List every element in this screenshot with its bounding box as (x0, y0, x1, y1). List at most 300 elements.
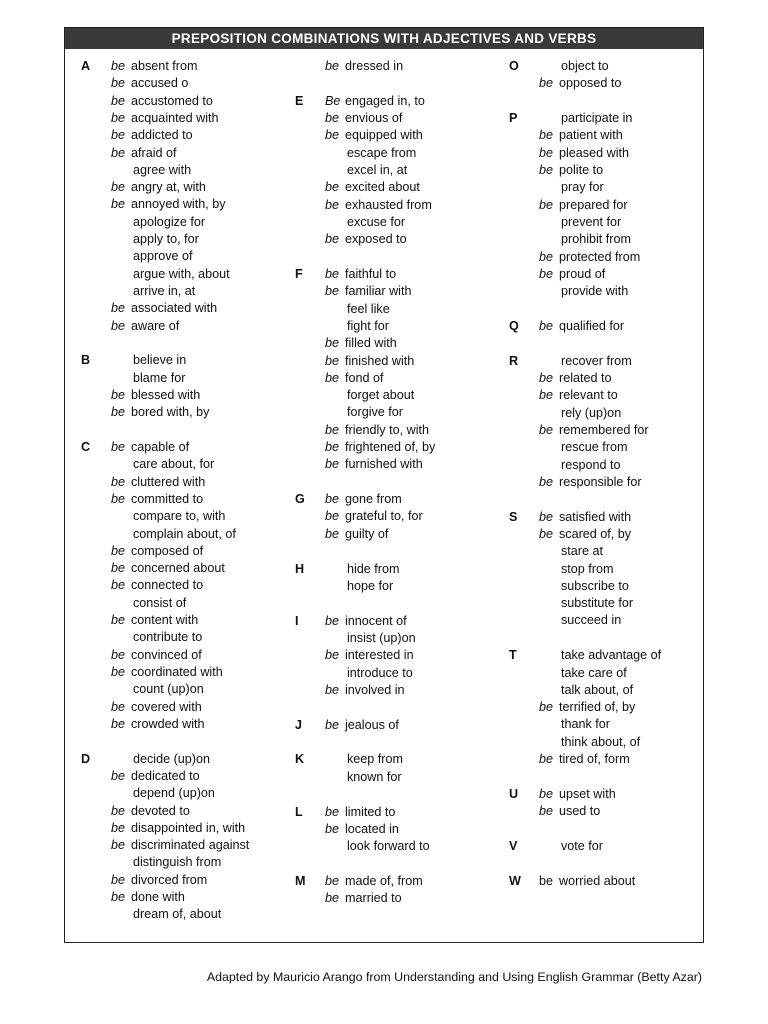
entry-row (509, 803, 709, 820)
be-marker: be (111, 561, 126, 576)
be-marker: be (111, 76, 126, 91)
entry-phrase: think about, of (561, 734, 641, 749)
entry-row (81, 508, 281, 525)
be-marker: be (111, 716, 126, 731)
entry-row (295, 439, 495, 456)
entry-row (295, 318, 495, 335)
entry-row (509, 145, 709, 162)
entry-row (295, 387, 495, 404)
entry-phrase: proud of (559, 266, 606, 281)
be-marker: be (325, 457, 340, 472)
entry-phrase: prevent for (561, 214, 622, 229)
entry-row (509, 786, 709, 803)
be-marker: be (111, 197, 126, 212)
entry-phrase: polite to (559, 163, 604, 177)
entry-phrase: composed of (131, 543, 204, 558)
be-marker: be (325, 232, 340, 247)
entry-row (81, 751, 281, 768)
entry-phrase: cluttered with (131, 474, 206, 489)
entry-phrase: located in (345, 821, 399, 836)
entry-row (295, 751, 495, 768)
entry-phrase: distinguish from (133, 855, 222, 870)
entry-row (295, 93, 495, 110)
entry-phrase: dream of, about (133, 907, 222, 922)
entry-row (295, 404, 495, 421)
entry-row (81, 75, 281, 92)
entry-phrase: exhausted from (345, 197, 432, 212)
entry-phrase: forgive for (347, 405, 403, 420)
entry-phrase: tired of, form (559, 752, 630, 766)
entry-phrase: blessed with (131, 387, 201, 402)
entry-row (295, 301, 495, 318)
entry-row (509, 318, 709, 335)
entry-phrase: committed to (131, 491, 204, 506)
be-marker: be (325, 440, 340, 454)
be-marker: be (539, 371, 554, 385)
entry-row (295, 526, 495, 543)
sheet-title: PREPOSITION COMBINATIONS WITH ADJECTIVES AND VERBS (65, 28, 703, 49)
be-marker: be (539, 128, 554, 143)
entry-row (81, 283, 281, 300)
entry-row (295, 127, 495, 144)
entry-phrase: involved in (345, 682, 405, 697)
section-letter: D (81, 751, 91, 766)
entry-phrase: acquainted with (131, 110, 219, 125)
entry-phrase: satisfied with (559, 509, 632, 524)
entry-phrase: feel like (347, 301, 390, 316)
entry-row (81, 560, 281, 577)
entry-row (509, 127, 709, 144)
be-marker: be (539, 786, 554, 801)
entry-phrase: forget about (347, 388, 415, 403)
entry-phrase: respond to (561, 457, 621, 472)
section-letter: G (295, 492, 305, 507)
be-marker: be (111, 180, 126, 195)
entry-phrase: capable of (131, 440, 190, 454)
section-letter: K (295, 752, 305, 767)
entry-row (295, 145, 495, 162)
entry-row (509, 578, 709, 595)
entry-row (295, 231, 495, 248)
entry-row (81, 318, 281, 335)
be-marker: be (539, 422, 554, 437)
entry-phrase: look forward to (347, 839, 430, 854)
entry-phrase: convinced of (131, 647, 202, 662)
entry-phrase: angry at, with (131, 180, 206, 195)
entry-phrase: annoyed with, by (131, 197, 226, 212)
entry-row (81, 491, 281, 508)
be-marker: be (111, 110, 126, 125)
be-marker: be (111, 491, 126, 506)
entry-row (509, 75, 709, 92)
entry-row (81, 231, 281, 248)
entry-phrase: familiar with (345, 284, 412, 299)
entry-row (509, 249, 709, 266)
entry-row (81, 456, 281, 473)
entry-phrase: content with (131, 613, 199, 627)
entry-phrase: participate in (561, 111, 633, 126)
be-marker: be (111, 890, 126, 904)
entry-row (81, 664, 281, 681)
entry-phrase: relevant to (559, 388, 618, 403)
be-marker: be (111, 59, 126, 73)
entry-phrase: dressed in (345, 59, 404, 73)
section-letter: I (295, 613, 299, 628)
section-letter: V (509, 838, 518, 853)
entry-phrase: complain about, of (133, 526, 236, 541)
entry-phrase: upset with (559, 786, 616, 801)
entry-row (295, 665, 495, 682)
entry-row (295, 58, 495, 75)
be-marker: be (325, 353, 340, 368)
entry-row (509, 526, 709, 543)
entry-row (295, 647, 495, 664)
be-marker: Be (325, 93, 341, 108)
be-marker: be (111, 405, 126, 420)
entry-phrase: done with (131, 890, 185, 904)
entry-row (295, 838, 495, 855)
entry-phrase: remembered for (559, 422, 649, 437)
entry-row (509, 370, 709, 387)
entry-row (81, 889, 281, 906)
entry-phrase: prohibit from (561, 232, 631, 247)
entry-row (509, 110, 709, 127)
entry-phrase: patient with (559, 128, 623, 143)
entry-row (295, 508, 495, 525)
entry-row (509, 734, 709, 751)
entry-row (295, 804, 495, 821)
section-letter: T (509, 648, 517, 663)
entry-row (81, 647, 281, 664)
entry-row (295, 873, 495, 890)
entry-phrase: made of, from (345, 873, 423, 888)
be-marker: be (111, 543, 126, 558)
section-letter: U (509, 786, 519, 801)
entry-row (295, 456, 495, 473)
entry-phrase: aware of (131, 318, 180, 333)
entry-phrase: prepared for (559, 197, 628, 212)
entry-phrase: grateful to, for (345, 509, 423, 524)
entry-row (509, 647, 709, 664)
entry-row (509, 405, 709, 422)
section-letter: J (295, 717, 303, 732)
entry-row (81, 803, 281, 820)
entry-phrase: afraid of (131, 145, 177, 160)
be-marker: be (539, 318, 554, 333)
be-marker: be (111, 301, 126, 316)
entry-phrase: fight for (347, 318, 389, 333)
be-marker: be (111, 578, 126, 593)
entry-phrase: hide from (347, 561, 400, 576)
entry-row (509, 266, 709, 283)
entry-phrase: consist of (133, 595, 187, 610)
section-letter: O (509, 59, 519, 73)
entry-phrase: believe in (133, 353, 187, 368)
entry-row (509, 561, 709, 578)
entry-row (509, 543, 709, 560)
be-marker: be (325, 526, 340, 541)
entry-row (81, 906, 281, 923)
entry-row (295, 370, 495, 387)
entry-row (81, 352, 281, 369)
entry-phrase: dedicated to (131, 768, 200, 783)
be-marker: be (539, 76, 554, 91)
entry-phrase: protected from (559, 249, 641, 264)
be-marker: be (539, 804, 554, 819)
entry-row (295, 769, 495, 786)
entry-row (81, 248, 281, 265)
section-letter: Q (509, 318, 519, 333)
be-marker: be (325, 370, 340, 385)
be-marker: be (325, 804, 340, 819)
entry-phrase: agree with (133, 162, 192, 177)
entry-row (509, 751, 709, 768)
be-marker: be (539, 509, 554, 524)
entry-phrase: divorced from (131, 872, 208, 887)
entry-row (81, 577, 281, 594)
be-marker: be (325, 180, 340, 195)
entry-phrase: take advantage of (561, 648, 662, 663)
entry-row (509, 838, 709, 855)
entry-row (295, 353, 495, 370)
be-marker: be (539, 197, 554, 212)
entry-row (295, 335, 495, 352)
entry-phrase: responsible for (559, 474, 642, 489)
entry-phrase: fond of (345, 370, 384, 385)
entry-row (81, 58, 281, 75)
entry-phrase: introduce to (347, 665, 413, 680)
entry-row (295, 283, 495, 300)
entry-row (81, 716, 281, 733)
entry-phrase: concerned about (131, 561, 225, 576)
entry-phrase: terrified of, by (559, 700, 636, 715)
section-letter: W (509, 873, 521, 888)
entry-row (509, 457, 709, 474)
entry-phrase: compare to, with (133, 509, 226, 524)
entry-row (509, 179, 709, 196)
entry-phrase: crowded with (131, 716, 205, 731)
source-credit: Adapted by Mauricio Arango from Understanding and Using English Grammar (Betty Azar) (206, 970, 702, 984)
entry-phrase: talk about, of (561, 682, 634, 697)
be-marker: be (325, 891, 340, 906)
entry-phrase: friendly to, with (345, 422, 429, 437)
entry-row (81, 110, 281, 127)
entry-row (509, 595, 709, 612)
be-marker: be (325, 648, 340, 663)
entry-phrase: escape from (347, 145, 417, 160)
entry-row (81, 854, 281, 871)
entry-row (81, 837, 281, 854)
entry-phrase: arrive in, at (133, 283, 196, 298)
section-letter: B (81, 353, 91, 368)
be-marker: be (111, 872, 126, 887)
be-marker: be (325, 613, 340, 628)
be-marker: be (325, 682, 340, 697)
be-marker: be (325, 821, 340, 836)
entry-phrase: discriminated against (131, 838, 250, 853)
be-marker: be (539, 163, 554, 177)
entry-row (509, 509, 709, 526)
entry-phrase: rely (up)on (561, 405, 622, 420)
be-marker: be (325, 128, 340, 143)
entry-phrase: accustomed to (131, 93, 213, 108)
entry-phrase: stare at (561, 544, 603, 559)
entry-phrase: related to (559, 371, 612, 385)
be-marker: be (325, 509, 340, 524)
entry-phrase: excel in, at (347, 163, 408, 177)
entry-phrase: object to (561, 59, 609, 73)
entry-row (81, 127, 281, 144)
entry-row (509, 612, 709, 629)
entry-row (295, 162, 495, 179)
entry-row (81, 145, 281, 162)
be-marker: be (111, 387, 126, 402)
entry-row (295, 110, 495, 127)
be-marker: be (325, 492, 340, 507)
be-marker: be (539, 266, 554, 281)
entry-row (295, 266, 495, 283)
entry-phrase: rescue from (561, 440, 628, 455)
entry-row (509, 197, 709, 214)
section-letter: H (295, 561, 305, 576)
entry-row (81, 404, 281, 421)
entry-row (295, 422, 495, 439)
entry-phrase: apologize for (133, 214, 206, 229)
section-letter: E (295, 93, 304, 108)
entry-row (509, 699, 709, 716)
section-letter: R (509, 353, 519, 368)
entry-row (81, 785, 281, 802)
entry-row (81, 439, 281, 456)
section-letter: A (81, 59, 91, 73)
entry-row (509, 231, 709, 248)
be-marker: be (539, 526, 554, 541)
entry-row (295, 214, 495, 231)
entry-row (509, 873, 709, 890)
section-letter: P (509, 111, 518, 126)
entry-phrase: count (up)on (133, 682, 204, 697)
be-marker: be (325, 59, 340, 73)
entry-row (81, 612, 281, 629)
entry-phrase: excited about (345, 180, 420, 195)
entry-phrase: addicted to (131, 128, 193, 143)
entry-phrase: blame for (133, 370, 186, 385)
entry-phrase: exposed to (345, 232, 407, 247)
entry-phrase: depend (up)on (133, 786, 215, 801)
entry-phrase: vote for (561, 838, 603, 853)
entry-row (509, 439, 709, 456)
entry-phrase: contribute to (133, 630, 203, 645)
section-letter: C (81, 440, 91, 454)
entry-row (295, 179, 495, 196)
entry-phrase: substitute for (561, 596, 634, 611)
entry-row (509, 665, 709, 682)
entry-row (81, 300, 281, 317)
section-letter: F (295, 267, 303, 281)
entry-phrase: keep from (347, 752, 403, 767)
entry-row (295, 578, 495, 595)
entry-row (81, 196, 281, 213)
entry-row (295, 890, 495, 907)
entry-row (509, 387, 709, 404)
entry-row (295, 491, 495, 508)
entry-phrase: qualified for (559, 318, 625, 333)
entry-phrase: used to (559, 804, 601, 819)
entry-phrase: covered with (131, 699, 202, 714)
entry-phrase: absent from (131, 59, 198, 73)
entry-phrase: finished with (345, 353, 415, 368)
entry-row (81, 820, 281, 837)
entry-phrase: engaged in, to (345, 93, 425, 108)
entry-row (81, 526, 281, 543)
entry-row (81, 768, 281, 785)
entry-phrase: guilty of (345, 526, 389, 541)
entry-row (81, 872, 281, 889)
be-marker: be (111, 145, 126, 160)
entry-row (295, 717, 495, 734)
entry-phrase: furnished with (345, 457, 423, 472)
be-marker: be (111, 803, 126, 818)
entry-phrase: associated with (131, 301, 218, 316)
entry-phrase: provide with (561, 284, 629, 299)
entry-row (81, 474, 281, 491)
entry-row (81, 162, 281, 179)
entry-phrase: subscribe to (561, 578, 629, 593)
entry-row (81, 93, 281, 110)
entry-phrase: bored with, by (131, 405, 210, 420)
section-letter: M (295, 873, 306, 888)
entry-row (295, 821, 495, 838)
entry-row (509, 353, 709, 370)
entry-phrase: connected to (131, 578, 204, 593)
entry-row (295, 630, 495, 647)
entry-row (509, 474, 709, 491)
entry-phrase: jealous of (345, 717, 399, 732)
entry-row (509, 283, 709, 300)
entry-phrase: scared of, by (559, 526, 632, 541)
entry-phrase: argue with, about (133, 266, 230, 281)
entry-row (295, 613, 495, 630)
entry-row (295, 682, 495, 699)
entry-row (509, 716, 709, 733)
be-marker: be (325, 717, 340, 732)
entry-phrase: coordinated with (131, 664, 223, 679)
entry-phrase: faithful to (345, 267, 397, 281)
be-marker: be (111, 647, 126, 662)
entry-phrase: married to (345, 891, 402, 906)
entry-phrase: filled with (345, 336, 397, 351)
be-marker: be (111, 699, 126, 714)
entry-row (81, 543, 281, 560)
be-marker: be (111, 318, 126, 333)
be-marker: be (111, 93, 126, 108)
entry-phrase: recover from (561, 353, 632, 368)
entry-row (509, 214, 709, 231)
entry-phrase: decide (up)on (133, 751, 211, 766)
entry-row (509, 58, 709, 75)
entry-row (81, 214, 281, 231)
be-marker: be (325, 873, 340, 888)
section-letter: L (295, 804, 303, 819)
be-marker: be (325, 197, 340, 212)
entry-phrase: excuse for (347, 214, 406, 229)
entry-row (509, 162, 709, 179)
be-marker: be (325, 267, 340, 281)
entry-phrase: equipped with (345, 128, 423, 143)
be-marker: be (111, 613, 126, 627)
entry-phrase: take care of (561, 665, 627, 680)
entry-row (81, 699, 281, 716)
